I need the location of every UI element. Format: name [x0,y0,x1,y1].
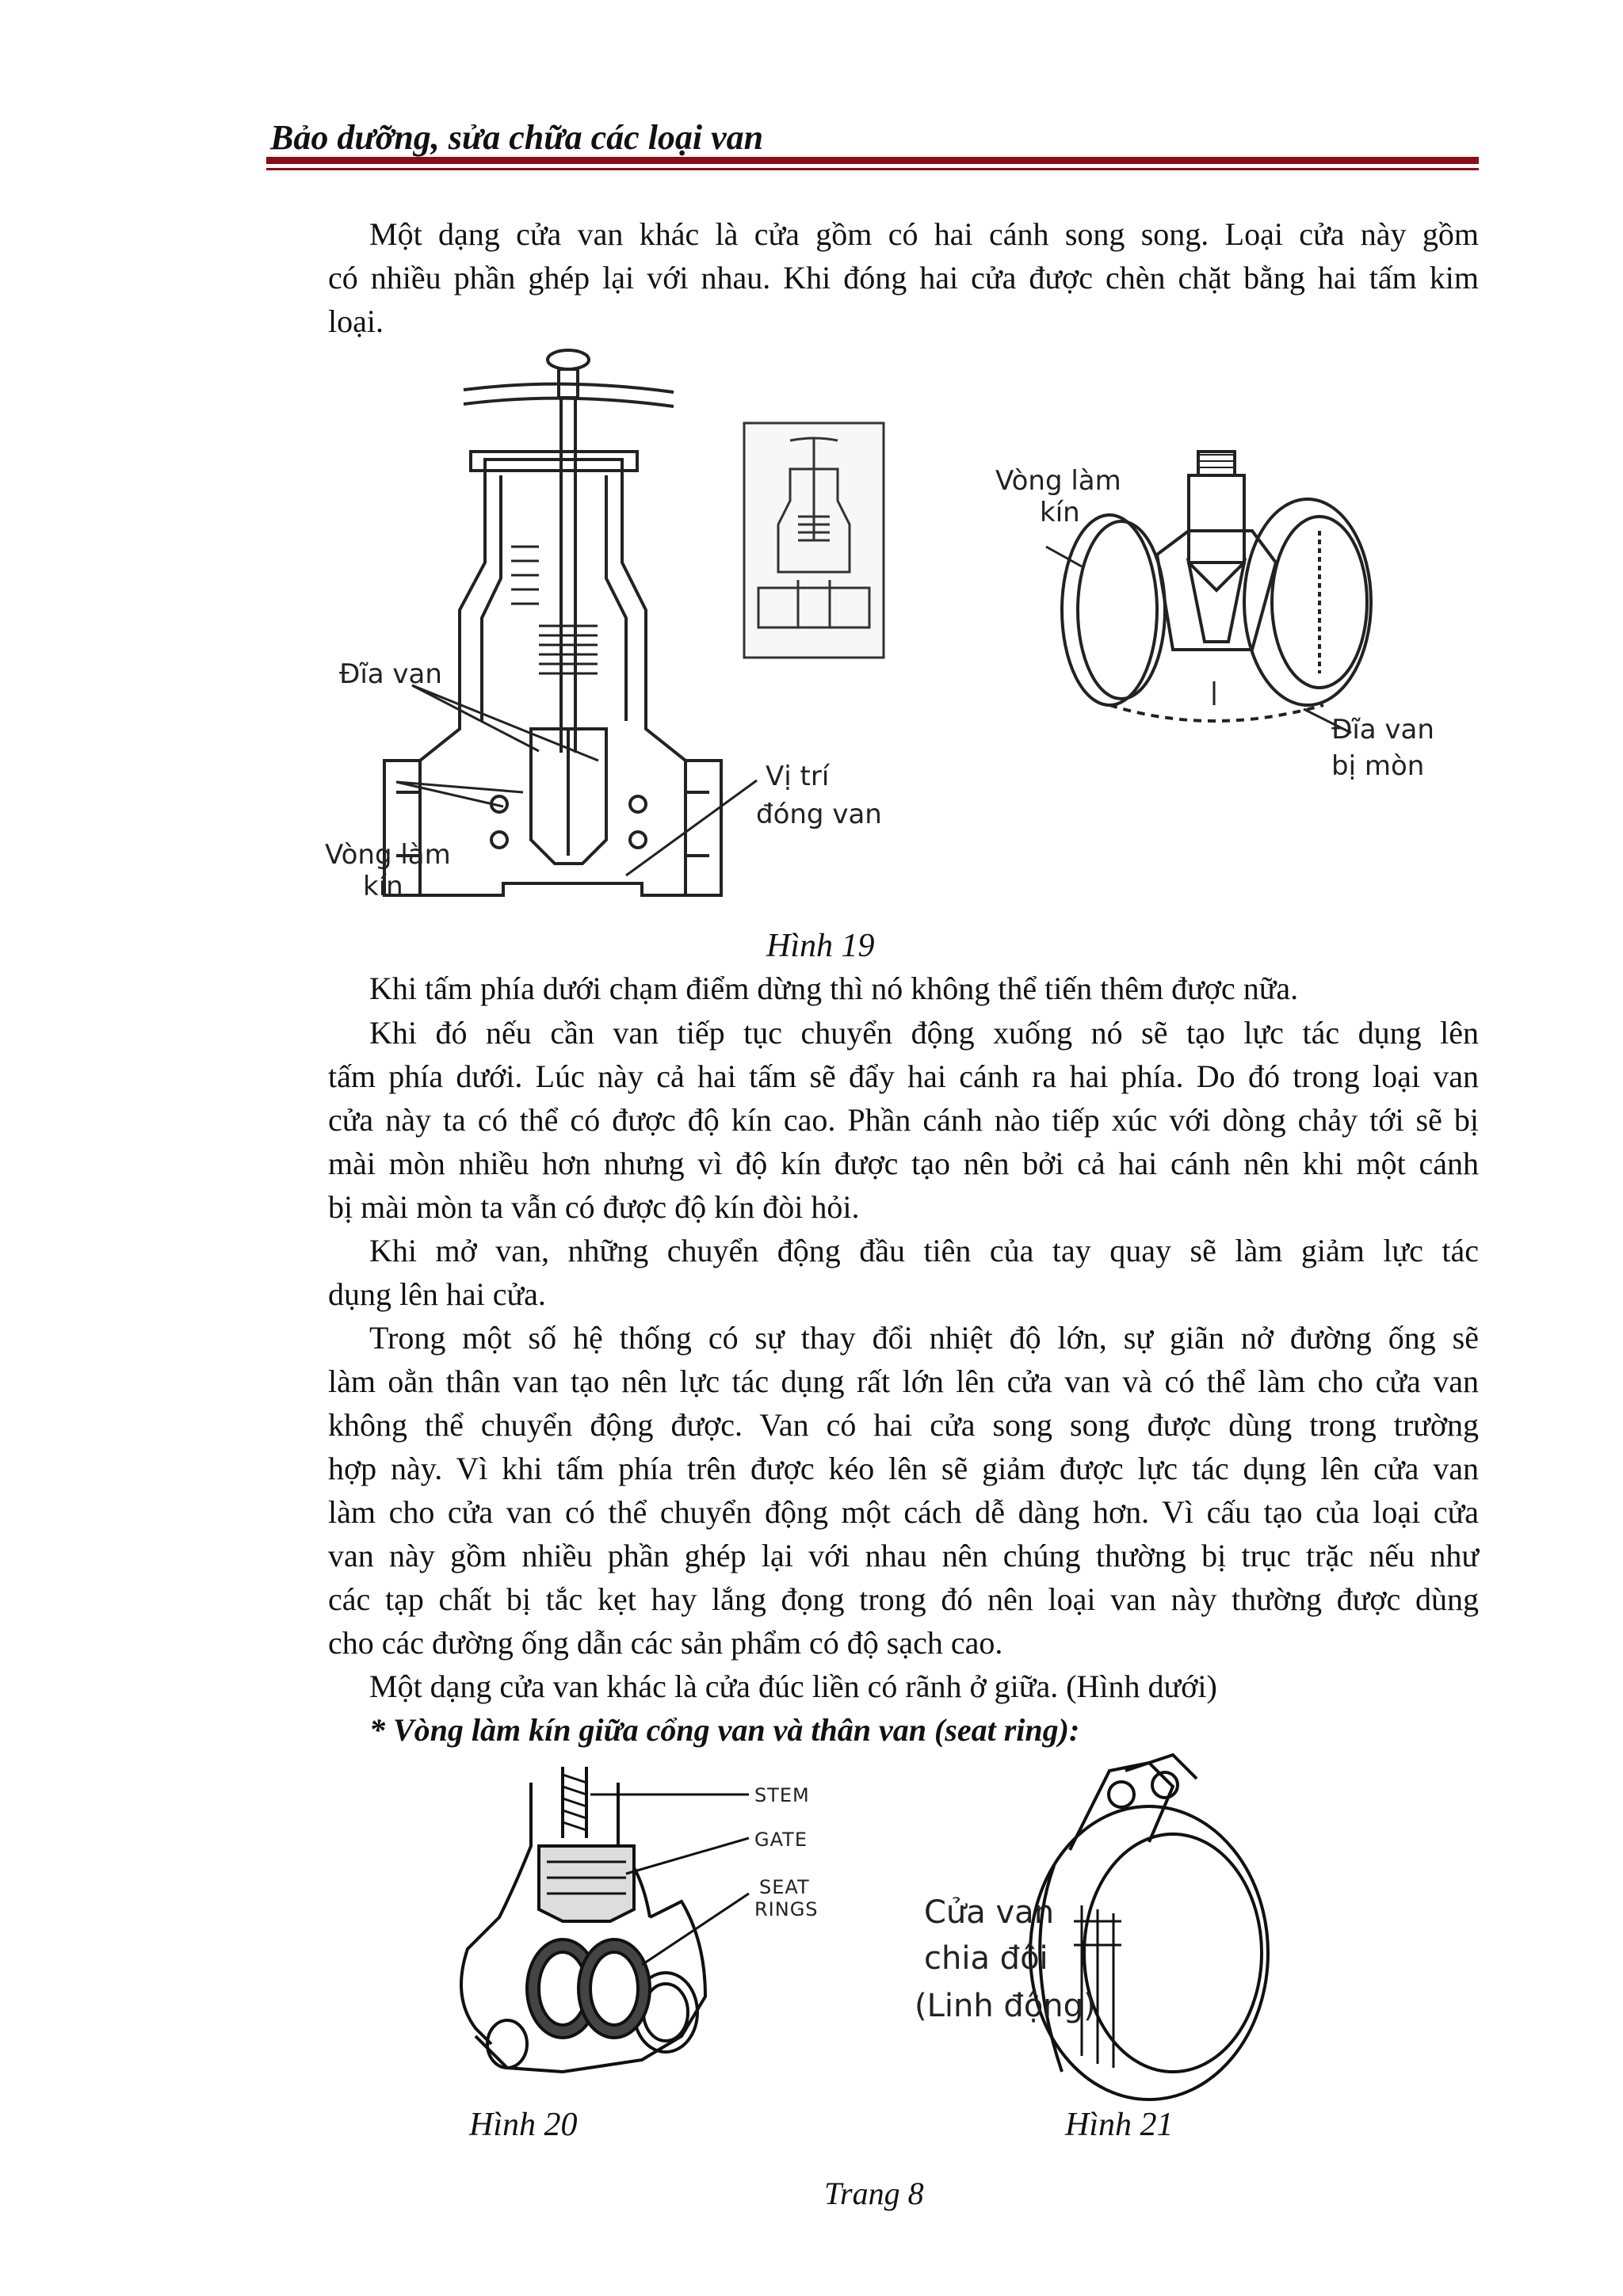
text-line: Khi mở van, những chuyển động đầu tiên của tay quay sẽ làm giảm lực tác [369,1233,1479,1268]
figure-19-valve-section [301,349,792,919]
label-seal-right-1: Vòng làm [995,465,1121,497]
label-split-1: Cửa van [924,1894,1055,1931]
header-rule-thick [266,157,1479,164]
figure-21-caption: Hình 21 [1065,2107,1174,2143]
text-line: Khi đó nếu cần van tiếp tục chuyển động xuống nó sẽ tạo lực tác dụng lên [369,1015,1479,1051]
text-line: cửa này ta có thể có được độ kín cao. Phần cánh nào tiếp xúc với dòng chảy tới sẽ bị [328,1102,1479,1138]
text-line: mài mòn nhiều hơn nhưng vì độ kín được tạo nên bởi cả hai cánh nên khi một cánh [328,1146,1479,1181]
body-paragraph-5 [328,1665,1479,1708]
label-split-2: chia đôi [924,1940,1048,1977]
text-line: các tạp chất bị tắc kẹt hay lắng đọng trong đó nên loại van này thường được dùng [328,1581,1479,1617]
text-line: dụng lên hai cửa. [328,1276,546,1312]
figure-21-split-gate [911,1739,1308,2103]
figure-19-position-label [753,757,896,844]
text-line: Một dạng cửa van khác là cửa gồm có hai cánh song song. Loại cửa này gồm [369,216,1479,252]
label-disc: Đĩa van [339,658,442,690]
label-seal-right-2: kín [1040,497,1080,528]
text-line: Trong một số hệ thống có sự thay đổi nhiệt độ lớn, sự giãn nở đường ống sẽ [369,1320,1479,1356]
body-paragraph-2 [328,1011,1479,1229]
label-position-2: đóng van [756,799,882,830]
text-line: loại. [328,303,384,339]
label-position-1: Vị trí [766,761,830,792]
label-gate: GATE [754,1829,808,1851]
intro-paragraph [328,212,1479,256]
label-worn-2: bị mòn [1331,750,1425,782]
figure-19-inset [743,421,885,659]
text-line: tấm phía dưới. Lúc này cả hai tấm sẽ đẩy hai cánh ra hai phía. Do đó trong loại van [328,1058,1479,1094]
body-paragraph-1 [328,967,1479,1010]
intro-paragraph-cont [328,256,1479,343]
header-rule-thin [266,168,1479,170]
text-line: hợp này. Vì khi tấm phía trên được kéo lên sẽ giảm được lực tác dụng lên cửa van [328,1451,1479,1486]
text-line: không thể chuyển động được. Van có hai cửa song song được dùng trong trường [328,1407,1479,1443]
label-split-3: (Linh động) [915,1988,1096,2024]
text-line: có nhiều phần ghép lại với nhau. Khi đóng hai cửa được chèn chặt bằng hai tấm kim [328,260,1479,296]
label-seat: SEAT [759,1876,810,1898]
label-worn-1: Đĩa van [1331,714,1434,746]
text-line: làm cho cửa van có thể chuyển động một cách dễ dàng hơn. Vì cấu tạo của loại cửa [328,1494,1479,1530]
running-header: Bảo dưỡng, sửa chữa các loại van [270,118,764,157]
text-line: làm oằn thân van tạo nên lực tác dụng rất lớn lên cửa van và có thể làm cho cửa van [328,1363,1479,1399]
text-line: Một dạng cửa van khác là cửa đúc liền có rãnh ở giữa. (Hình dưới) [369,1669,1217,1704]
figure-20-gate-valve [444,1759,888,2092]
text-line: van này gồm nhiều phần ghép lại với nhau nên chúng thường bị trục trặc nếu như [328,1538,1479,1573]
label-seal-1: Vòng làm [325,839,451,871]
label-rings: RINGS [754,1898,819,1920]
text-line: bị mài mòn ta vẫn có được độ kín đòi hỏi. [328,1189,860,1225]
text-line: Khi tấm phía dưới chạm điểm dừng thì nó không thể tiến thêm được nữa. [369,971,1299,1006]
text-line: cho các đường ống dẫn các sản phẩm có độ sạch cao. [328,1625,1003,1661]
heading-text: * Vòng làm kín giữa cổng van và thân van (seat ring): [369,1712,1080,1748]
figure-19-worn-disc [991,444,1482,792]
page-number: Trang 8 [824,2176,924,2211]
figure-20-caption: Hình 20 [469,2107,578,2143]
body-paragraph-3 [328,1229,1479,1316]
label-stem: STEM [754,1784,810,1806]
body-paragraph-4 [328,1316,1479,1665]
label-seal-2: kín [363,871,403,902]
figure-19-caption: Hình 19 [766,928,875,964]
